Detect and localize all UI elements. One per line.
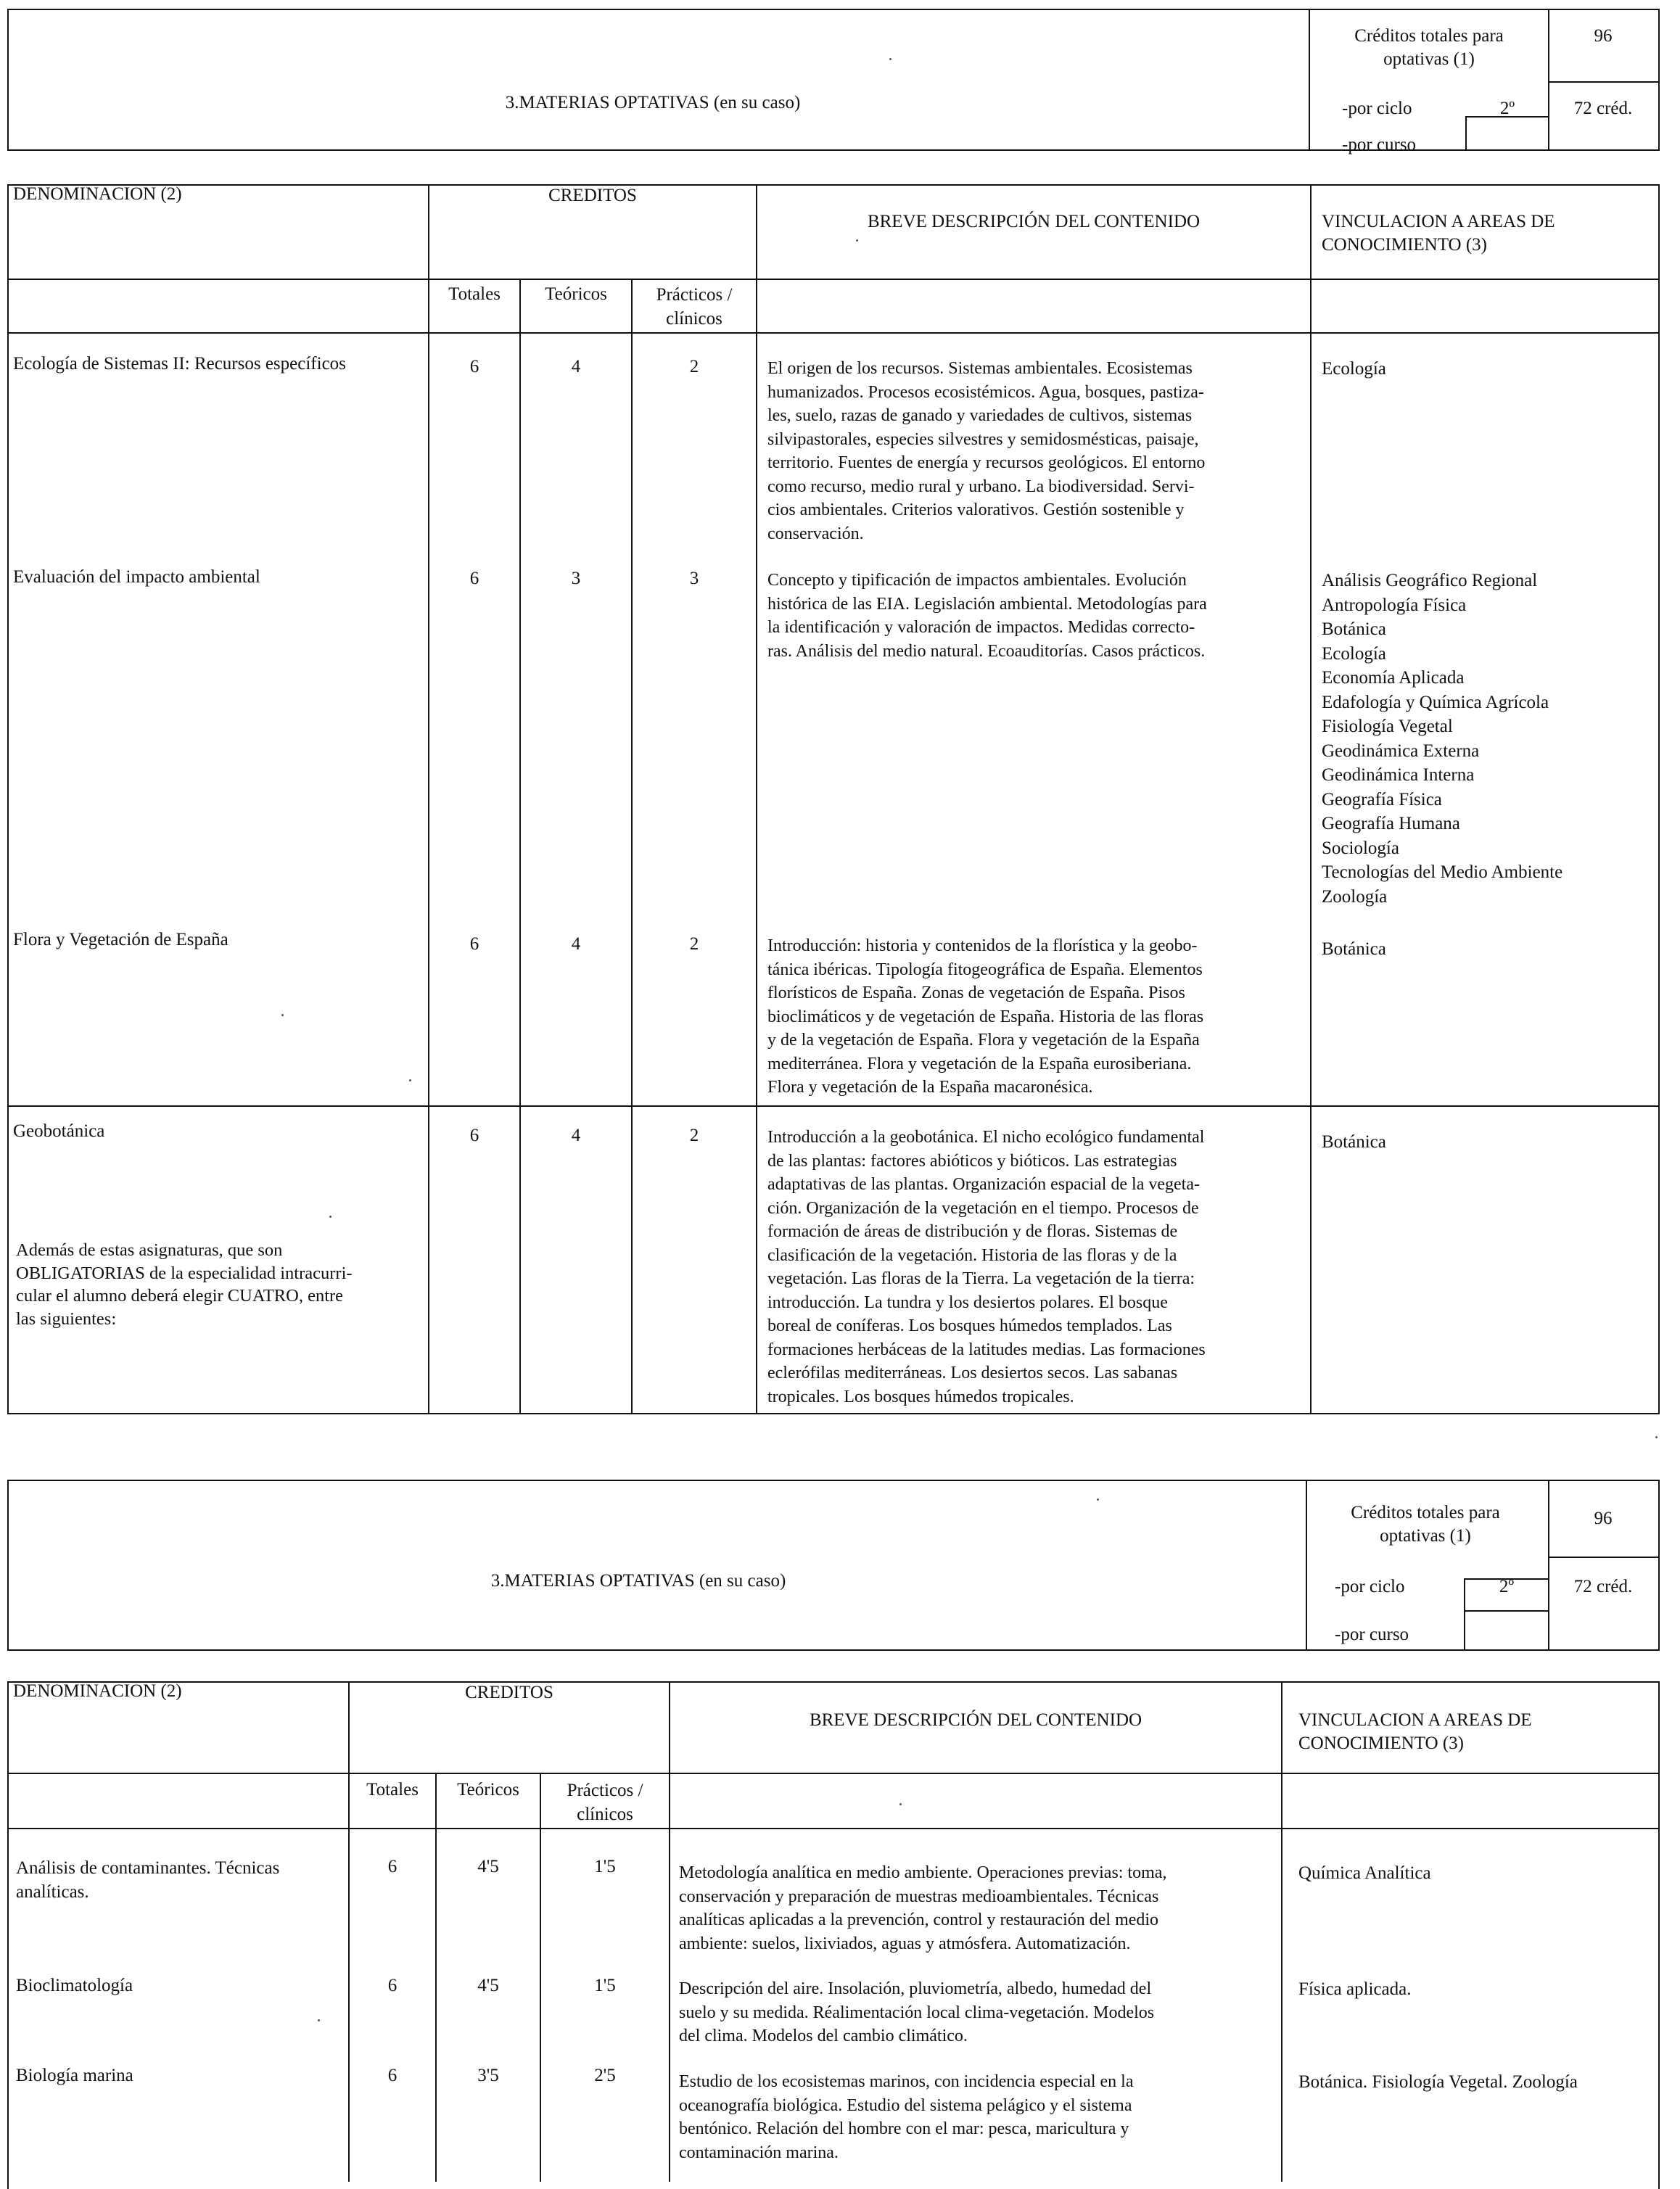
credits-teoricos: 3: [571, 569, 581, 588]
credits-teoricos: 4: [571, 1126, 581, 1145]
col-denominacion: DENOMINACION (2): [13, 184, 182, 204]
credits-teoricos: 3'5: [477, 2066, 499, 2085]
subject-description: Metodología analítica en medio ambiente. Operaciones previas: toma, conservación y preparación de muestras medioambientales. Técnicas analíticas aplicadas a la prevención, control y restauración del medio ambiente: suelos, lixiviados, aguas y atmósfera. Automatización.: [679, 1863, 1167, 1953]
ciclo-credits: 72 créd.: [1573, 99, 1633, 118]
subject-name: Bioclimatología: [16, 1976, 133, 1995]
subject-name: Biología marina: [16, 2066, 133, 2085]
col-vinculacion: VINCULACION A AREAS DE CONOCIMIENTO (3): [1322, 212, 1555, 255]
credits-total: 96: [1594, 26, 1613, 46]
areas-list: [1322, 937, 1386, 962]
area-item: Fisiología Vegetal: [1322, 717, 1453, 736]
area-item: Geodinámica Interna: [1322, 765, 1475, 785]
areas-list: [1322, 569, 1562, 909]
col-teoricos: Teóricos: [545, 284, 607, 304]
credits-teoricos: 4: [571, 357, 581, 376]
col-creditos: CREDITOS: [548, 186, 637, 205]
credits-practicos: 3: [689, 569, 699, 588]
area-item: Tecnologías del Medio Ambiente: [1322, 862, 1563, 882]
scan-speck: [899, 1803, 902, 1805]
col-practicos: Prácticos / clínicos: [567, 1781, 643, 1824]
scan-speck: [409, 1079, 411, 1081]
scan-speck: [329, 1216, 332, 1218]
subject-description: El origen de los recursos. Sistemas ambientales. Ecosistemas humanizados. Procesos ecosistémicos. Agua, bosques, pastiza- les, suelo, razas de ganado y variedades de cultivos, sistemas silvipastorales, especies silvestres y semidosmésticas, paisaje, territorio. Fuentes de energía y recursos geológicos. El entorno como recurso, medio rural y urbano. La biodiversidad. Servi- cios ambientales. Criterios valorativos. Gestión sostenible y conservación.: [767, 359, 1206, 543]
credits-totales: 6: [387, 2066, 398, 2085]
credits-totales: 6: [387, 1976, 398, 1995]
por-curso-label: -por curso: [1342, 135, 1417, 154]
credits-total: 96: [1594, 1509, 1613, 1528]
area-item: Geodinámica Externa: [1322, 741, 1480, 761]
col-totales: Totales: [448, 284, 501, 304]
credits-label: Créditos totales para optativas (1): [1354, 26, 1504, 69]
col-totales: Totales: [366, 1780, 419, 1800]
subject-name: Evaluación del impacto ambiental: [13, 567, 260, 587]
area-item: Botánica: [1322, 619, 1386, 639]
subject-description: Descripción del aire. Insolación, pluviometría, albedo, humedad del suelo y su medida. Réalimentación local clima-vegetación. Modelos del clima. Modelos del cambio climático.: [679, 1979, 1155, 2045]
credits-teoricos: 4'5: [477, 1976, 499, 1995]
credits-totales: 6: [469, 934, 479, 954]
areas-list: [1322, 1130, 1386, 1155]
credits-teoricos: 4'5: [477, 1857, 499, 1876]
area-item: Economía Aplicada: [1322, 668, 1465, 688]
col-descripcion: BREVE DESCRIPCIÓN DEL CONTENIDO: [867, 212, 1201, 231]
area-item: Botánica: [1322, 1132, 1386, 1152]
area-item: Sociología: [1322, 838, 1399, 858]
por-ciclo-label: -por ciclo: [1335, 1577, 1405, 1596]
area-item: Geografía Física: [1322, 789, 1442, 809]
credits-label: Créditos totales para optativas (1): [1351, 1503, 1500, 1546]
scan-speck: [1097, 1499, 1099, 1501]
subject-name: Ecología de Sistemas II: Recursos específicos: [13, 354, 346, 374]
areas-list: [1298, 1861, 1431, 1886]
col-descripcion: BREVE DESCRIPCIÓN DEL CONTENIDO: [809, 1710, 1142, 1730]
ciclo-value: 2º: [1499, 99, 1515, 118]
area-item: Ecología: [1322, 359, 1386, 379]
scan-speck: [856, 239, 858, 242]
scan-speck: [1655, 1436, 1658, 1438]
area-item: Química Analítica: [1298, 1863, 1431, 1883]
subject-description: Concepto y tipificación de impactos ambientales. Evolución histórica de las EIA. Legislación ambiental. Metodologías para la identificación y valoración de impactos. Medidas correcto- ras. Análisis del medio natural. Ecoauditorías. Casos prácticos.: [767, 571, 1207, 661]
subject-name: Análisis de contaminantes. Técnicas analíticas.: [16, 1858, 280, 1902]
col-practicos: Prácticos / clínicos: [656, 285, 733, 329]
area-item: Botánica. Fisiología Vegetal. Zoología: [1298, 2072, 1578, 2092]
subject-name: Flora y Vegetación de España: [13, 930, 228, 949]
areas-list: [1298, 2070, 1578, 2095]
ciclo-value: 2º: [1499, 1577, 1515, 1596]
areas-list: [1322, 357, 1386, 382]
area-item: Edafología y Química Agrícola: [1322, 692, 1549, 712]
por-curso-label: -por curso: [1335, 1625, 1409, 1644]
col-creditos: CREDITOS: [465, 1683, 553, 1702]
subject-description: Introducción a la geobotánica. El nicho ecológico fundamental de las plantas: factores abióticos y bióticos. Las estrategias adaptativas de las plantas. Organización espacial de la vegeta- ción. Organización de la vegetación en el tiempo. Procesos de formación de áreas de distribución y de floras. Sistemas de clasificación de la vegetación. Historia de las floras y de la vegetación. Las floras de la Tierra. La vegetación de la tierra: introducción. La tundra y los desiertos polares. El bosque boreal de coníferas. Los bosques húmedos templados. Las formaciones herbáceas de la latitudes medias. Las formaciones eclerófilas mediterráneas. Los desiertos secos. Las sabanas tropicales. Los bosques húmedos tropicales.: [767, 1128, 1206, 1406]
subject-description: Estudio de los ecosistemas marinos, con incidencia especial en la oceanografía biológica. Estudio del sistema pelágico y el sistema bentónico. Relación del hombre con el mar: pesca, maricultura y contaminación marina.: [679, 2072, 1134, 2162]
col-vinculacion: VINCULACION A AREAS DE CONOCIMIENTO (3): [1298, 1710, 1532, 1753]
credits-practicos: 2: [689, 1126, 699, 1145]
por-ciclo-label: -por ciclo: [1342, 99, 1412, 118]
credits-teoricos: 4: [571, 934, 581, 954]
col-teoricos: Teóricos: [457, 1780, 519, 1800]
credits-totales: 6: [469, 1126, 479, 1145]
areas-list: [1298, 1977, 1412, 2002]
scan-speck: [318, 2019, 320, 2021]
credits-practicos: 1'5: [594, 1857, 616, 1876]
credits-totales: 6: [469, 569, 479, 588]
credits-totales: 6: [387, 1857, 398, 1876]
ciclo-credits: 72 créd.: [1573, 1577, 1633, 1596]
credits-practicos: 1'5: [594, 1976, 616, 1995]
area-item: Física aplicada.: [1298, 1979, 1412, 1999]
credits-totales: 6: [469, 357, 479, 376]
credits-practicos: 2'5: [594, 2066, 616, 2085]
subject-description: Introducción: historia y contenidos de la florística y la geobo- tánica ibéricas. Tipología fitogeográfica de España. Elementos florísticos de España. Zonas de vegetación de España. Pisos bioclimáticos y de vegetación de España. Historia de las floras y de la vegetación de España. Flora y vegetación de la España mediterránea. Flora y vegetación de la España eurosiberiana. Flora y vegetación de la España macaronésica.: [767, 936, 1204, 1097]
area-item: Botánica: [1322, 939, 1386, 959]
credits-practicos: 2: [689, 934, 699, 954]
scan-speck: [281, 1014, 284, 1016]
col-denominacion: DENOMINACION (2): [13, 1681, 182, 1701]
area-item: Análisis Geográfico Regional: [1322, 571, 1538, 590]
area-item: Ecología: [1322, 643, 1386, 664]
subject-name: Geobotánica: [13, 1121, 105, 1141]
area-item: Zoología: [1322, 886, 1388, 907]
page-title: 3.MATERIAS OPTATIVAS (en su caso): [505, 93, 801, 112]
page-title: 3.MATERIAS OPTATIVAS (en su caso): [490, 1571, 786, 1591]
credits-practicos: 2: [689, 357, 699, 376]
area-item: Antropología Física: [1322, 595, 1467, 615]
optativas-note: Además de estas asignaturas, que son OBLIGATORIAS de la especialidad intracurri- cular el alumno deberá elegir CUATRO, entre las siguientes:: [16, 1240, 353, 1329]
scan-speck: [889, 58, 892, 60]
area-item: Geografía Humana: [1322, 814, 1460, 833]
